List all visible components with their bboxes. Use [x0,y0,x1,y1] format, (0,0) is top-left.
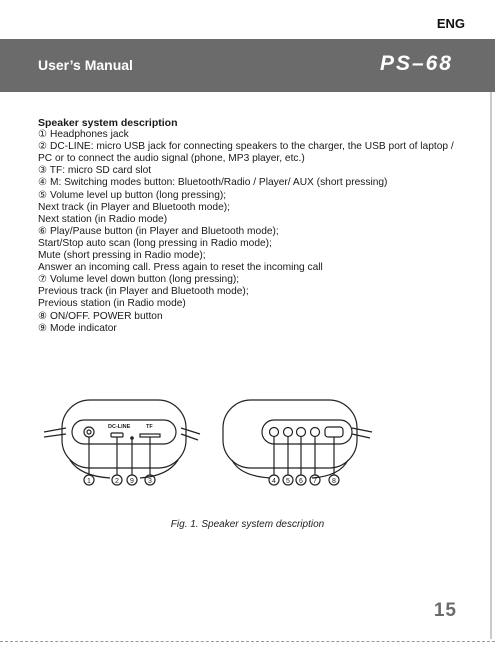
callout-8: 8 [332,478,336,485]
headphones-jack-icon [84,427,94,437]
callout-3: 3 [148,478,152,485]
callout-9: 9 [130,478,134,485]
description-text [38,117,458,335]
speaker-figure [0,392,495,502]
line-12: ⑦ Volume level down button (long pressing); [38,274,240,286]
line-7: Next station (in Radio mode) [38,213,168,225]
line-1: ① Headphones jack [38,129,129,141]
volume-down-button-icon [311,428,320,437]
line-2: ② DC-LINE: micro USB jack for connecting speakers to the charger, the USB port of laptop / PC or to connect the audio signal (phone, MP3 player, etc.) [38,141,454,165]
line-16: ⑨ Mode indicator [38,322,117,334]
line-4: ④ M: Switching modes button: Bluetooth/Radio / Player/ AUX (short pressing) [38,177,388,189]
manual-title: User’s Manual [38,57,133,73]
volume-up-button-icon [284,428,293,437]
sd-card-slot-icon [140,434,160,437]
tf-label: TF [146,424,153,430]
callout-2: 2 [115,478,119,485]
page-edge-line [490,39,492,639]
speaker-left-side [44,400,200,485]
speaker-right-side [223,400,372,485]
callout-7: 7 [313,478,317,485]
mode-button-icon [270,428,279,437]
page-number: 15 [433,600,457,621]
line-9: Start/Stop auto scan (long pressing in Radio mode); [38,237,272,249]
line-3: ③ TF: micro SD card slot [38,165,152,177]
callout-1: 1 [87,478,91,485]
model-name: PS–68 [379,52,453,75]
line-10: Mute (short pressing in Radio mode); [38,250,206,262]
line-5: ⑤ Volume level up button (long pressing); [38,189,227,201]
section-heading: Speaker system description [38,117,178,129]
micro-usb-port-icon [111,433,123,437]
line-11: Answer an incoming call. Press again to reset the incoming call [38,262,323,274]
line-6: Next track (in Player and Bluetooth mode); [38,201,230,213]
power-button-icon [325,427,343,437]
dcline-label: DC-LINE [108,424,131,430]
line-15: ⑧ ON/OFF. POWER button [38,310,163,322]
line-14: Previous station (in Radio mode) [38,298,186,310]
mode-indicator-icon [131,437,133,439]
callout-6: 6 [299,478,303,485]
language-label: ENG [436,16,465,31]
line-8: ⑥ Play/Pause button (in Player and Bluetooth mode); [38,225,279,237]
bottom-dashed-line [0,641,495,642]
callout-4: 4 [272,478,276,485]
play-pause-button-icon [297,428,306,437]
figure-caption: Fig. 1. Speaker system description [170,519,325,530]
line-13: Previous track (in Player and Bluetooth mode); [38,286,249,298]
callout-5: 5 [286,478,290,485]
header-banner [0,39,495,92]
